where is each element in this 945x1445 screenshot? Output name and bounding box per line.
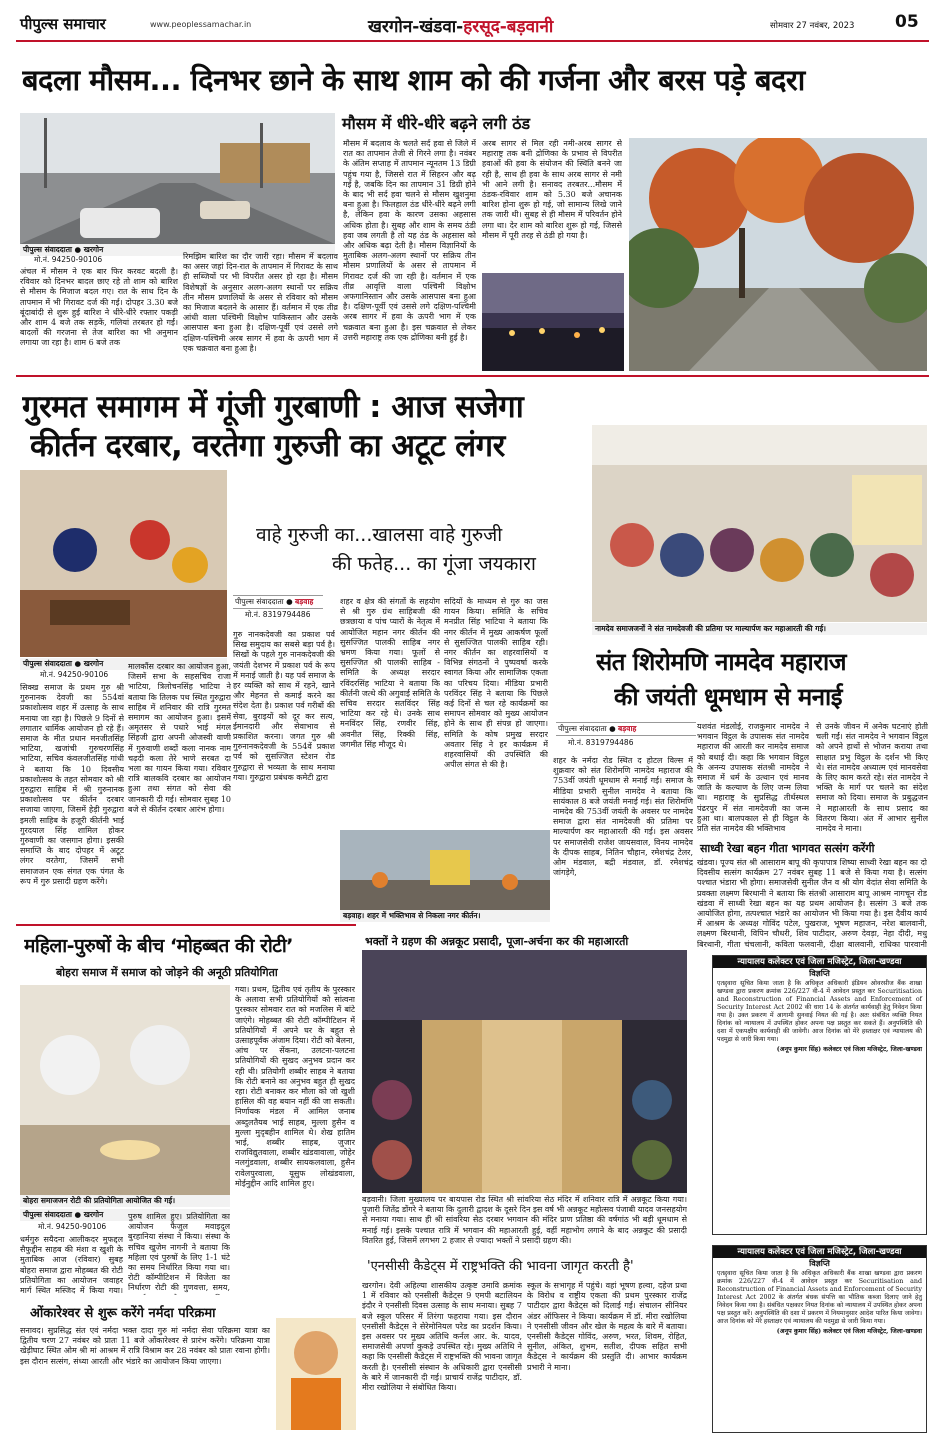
byline-place: खरगोन (83, 1210, 104, 1219)
namdev-col1: शहर के नर्मदा रोड स्थित द होटल विल्स में शुक्रवार को संत शिरोमणि नामदेव महाराज की 753वीं जयंती धूमधाम से मनाई गई। समाज के मीडिया प्रभारी सुनील नामदेव ने बताया कि सायंकाल 8 बजे जयंती मनाई गई। संत शिरोमणि नामदेव की 753वीं जयंती के अवसर पर नामदेव समाज द्वारा संत नामदेवजी की प्रतिमा पर माल्यार्पण कर महाआरती की गई। इस अवसर पर समाजसेवी राजेश जायसवाल, विनय नामदेव के दीपक साहब, नितिन चौहान, रमेशचंद्र टेलर, ओम मंडवाल, बद्री मंडवाल, डॉ. रमेशचंद्र जांगड़ेगे, (553, 756, 693, 878)
roti-photo-caption: बोहरा समाजजन रोटी की प्रतियोगिता आयोजित की गई। (20, 1195, 230, 1207)
namdev-mobile: मो.नं. 8319794486 (568, 738, 634, 747)
namdev-col2: यशवंत मंडलोई, राजकुमार नामदेव ने भगवान विट्ठल के उपासक संत नामदेव महाराज की आरती कर नामदेव समाज को बधाई दी। कहा कि भगवान विट्ठल के अनन्य उपासक संतश्री नामदेव ने समाज में धर्म के उत्थान एवं मानव जाति के कल्याण के लिए जन्म लिया था। महाराष्ट्र के सुप्रसिद्ध तीर्थस्थल पंढरपुर में संत नामदेवजी का जन्म हुआ था। बालपकाल से ही विट्ठल के प्रति संत नामदेव की भक्तिभाव (697, 722, 809, 834)
byline-name: पीपुल्स संवाददाता (558, 724, 607, 733)
gurmat-photo-procession (340, 830, 550, 910)
weather-headline: बदला मौसम... दिनभर छाने के साथ शाम को की गर्जना और बरस पड़े बदरा (22, 63, 805, 97)
weather-photo-caption: पीपुल्स संवाददाता ● खरगोन (20, 244, 335, 256)
weather-bottom-rule (16, 375, 929, 377)
rule-mid-left (16, 924, 356, 926)
byline-place: बड़वाह (618, 724, 637, 733)
gurmat-subheadline-line1: वाहे गुरुजी का...खालसा वाहे गुरुजी (256, 524, 503, 546)
weather-photo-tree (629, 138, 927, 371)
gurmat-headline-line1: गुरमत समागम में गूंजी गुरबाणी : आज सजेगा (22, 389, 524, 425)
roti-col1: धर्मगुरु सयैदना आलीकदर मुफद्दल सैफुद्दीन साहब की मंशा व खुशी के मुताबिक आज (रविवार) सुबह बोहरा समाज द्वारा मोहब्बत की रोटी प्रतियोगिता का आयोजन जवाहर मार्ग स्थित मस्जिद में किया गया। (20, 1235, 123, 1295)
gurmat-col1: सिक्ख समाज के प्रथम गुरु श्री गुरुनानक देवजी का 554वां प्रकाशोत्सव शहर में उत्साह के साथ मनाया जा रहा है। पिछले 9 दिनों से लगातार धार्मिक आयोजन हो रहे हैं। समाज के मीत प्रधान मनजीतसिंह भाटिया, खजांची गुरुचरणसिंह भाटिया, सचिव कंवलजीतसिंह गांधी ने बताया कि 10 दिवसीय प्रकाशोत्सव के तहत सोमवार को श्री गुरुद्वारा साहिब में श्री गुरुनानक प्रकाशोत्सव पर कीर्तन दरबार सजाया जाएगा, जिसमें हेड़ी गुरुद्वारा इमली साहिब के हजूरी कीर्तनी भाई गुरदयाल सिंह शामिल होकर गुरुवाणी का जसगान होगा। इसकी समाप्ति के बाद दोपहर में अटूट लंगर वरतेगा, जिसमें सभी समाजजन एक संगत एक पंगत के रूप में गुरु प्रसादी ग्रहण करेंगे। (20, 683, 124, 886)
namdev-photo-caption: नामदेव समाजजनों ने संत नामदेवजी की प्रतिमा पर माल्यार्पण कर महाआरती की गई। (592, 623, 927, 635)
masthead (0, 0, 945, 44)
court-notice-1 (712, 955, 927, 1235)
ncc-col1: खरगोन। देवी अहिल्या शासकीय उत्कृष्ट उमावि क्रमांक 1 में रविवार को एनसीसी कैडेट्स 9 एमपी बटालियन इंदौर ने एनसीसी दिवस उत्साह के साथ मनाया। सुबह 7 बजे स्कूल परिसर में तिरंगा फहराया गया। इस दौरान एनसीसी कैडेट्स ने सेरेमोनियल परेड का प्रदर्शन किया। इस अवसर पर मुख्य अतिथि कर्नल आर. के. यादव, समाजसेवी अपर्णा कुकड़े उपस्थित रहे। मुख्य अतिथि ने कहा कि एनसीसी कैडेट्स में राष्ट्रभक्ति की भावना जागृत करती है। एनसीसी संस्थान के अधिकारी द्वारा एनसीसी के बारे में जानकारी दी गई। प्राचार्य राजेंद्र पाटीदार, डॉ. मीरा रखोलिया ने संबोधित किया। (362, 1281, 522, 1393)
weather-mobile: मो.नं. 94250-90106 (34, 255, 103, 264)
weather-photo-dusk (482, 273, 624, 371)
gurmat-photo-caption: पीपुल्स संवाददाता ● खरगोन (20, 658, 227, 670)
court-notice-2 (712, 1245, 927, 1433)
parikrama-photo (276, 1318, 356, 1430)
roti-headline: महिला-पुरुषों के बीच ‘मोहब्बत की रोटी’ (24, 935, 293, 957)
notice-subtitle: विज्ञप्ति (809, 1259, 830, 1268)
roti-byline: पीपुल्स संवाददाता ● खरगोन (20, 1209, 230, 1221)
parikrama-headline: ओंकारेश्वर से शुरू करेंगे नर्मदा परिक्रमा (30, 1306, 216, 1321)
notice-signature: (अनूप कुमार सिंह) कलेक्टर एवं जिला मजिस्ट्रेट, जिला-खण्डवा (776, 1046, 922, 1053)
namdev-photo (592, 425, 927, 622)
issue-date: सोमवार 27 नवंबर, 2023 (770, 21, 855, 31)
sadhvi-body: खंडवा। पूज्य संत श्री आसाराम बापू की कृपापात्र शिष्या साध्वी रेखा बहन का दो दिवसीय सत्संग कार्यक्रम 27 नवंबर सुबह 11 बजे से किया गया है। सत्संग पश्चात भंडारा भी होगा। समाजसेवी सुनील जैन व श्री योग वेदांत सेवा समिति के प्रवक्ता लक्ष्मण बिरथानी ने बताया कि संतश्री आसाराम बापू आश्रम नागचून रोड खंडवा में साध्वी रेखा बहन का यह प्रथम आयोजन है। सत्संग 3 बजे तक आयोजित होगा, तत्पश्चात भंडारे का आयोजन भी किया गया है। इस दैवीय कार्य में आश्रम के अध्यक्ष गोविंद पटेल, पुखराज, भूषण महाजन, नरेश बालवानी, लक्ष्मण बिरथानी, विपिन चौधरी, शिव पाटीदार, अरुण देवड़ा, नेहा दीदी, मधु बिरथानी, गीता चंचलानी, कविता फलवानी, दीक्षा बालवानी, राधिका पारवानी (697, 858, 927, 949)
notice-title: न्यायालय कलेक्टर एवं जिला मजिस्ट्रेट, जिला-खण्डवा (713, 1246, 926, 1258)
parikrama-body: सनावद। सुप्रसिद्ध संत एवं नर्मदा भक्त दादा गुरु मां नर्मदा सेवा परिक्रमा यात्रा का द्वितीय चरण 27 नवंबर को प्रातः 11 बजे ओंकारेश्वर से प्रारंभ करेंगे। परिक्रमा यात्रा खेड़ीघाट स्थित ओम श्री मां आश्रम में रात्रि विश्राम कर 28 नवंबर को प्रातः रवाना होगी। इस दौरान सत्संग, संध्या आरती और भंडारे का आयोजन किया जाएगा। (20, 1326, 270, 1366)
weather-col3: मौसम में बदलाव के चलते सर्द हवा से जिले में रात का तापमान तेजी से गिरने लगा है। नवंबर के अंतिम सप्ताह में तापमान न्यूनतम 13 डिग्री पहुंच गया है, जिससे रात में सिहरन और बढ़ गई है, जबकि दिन का तापमान 31 डिग्री होने के बाद भी सर्द हवा चलने से मौसम खुशनुमा बना हुआ है। फिलहाल ठंड धीरे-धीरे बढ़ने लगी है, लेकिन हवा के कारण उसका अहसास अधिक होता है। सुबह और शाम के समय ठंडी हवा जब लगती है तो यह ठंड के अहसास को और अधिक बढ़ा देती है। मौसम विज्ञानियों के मुताबिक अलग-अलग स्थानों पर सक्रिय तीन मौसम प्रणालियों के असर से तापमान में गिरावट दर्ज की जा रही है। वर्तमान में एक तीव्र आवृत्ति वाला पश्चिमी विक्षोभ अफगानिस्तान और उसके आसपास बना हुआ है। दक्षिण-पूर्वी एवं उससे लगे दक्षिण-पश्चिमी अरब सागर में हवा के ऊपरी भाग में एक चक्रवात बना हुआ है। इस चक्रवात से लेकर उत्तरी महाराष्ट्र तक एक द्रोणिका बनी हुई है। (343, 139, 476, 342)
annakoot-caption: बड़वानी। जिला मुख्यालय पर बायपास रोड स्थित श्री सांवरिया सेठ मंदिर में शनिवार रात्रि में अन्नकूट किया गया। पुजारी जितेंद्र डोंगरे ने बताया कि दुलारी द्वादश के दूसरे दिन इस वर्ष भी अन्नकूट महोत्सव पंजाबी यादव जनसहयोग से मनाया गया। साथ ही श्री सांवरिया सेठ दरबार भगवान की मंदिर प्राण प्रतिष्ठा की वर्षगांठ भी बड़ी धूमधाम से मनाई गई। इसके पश्चात रात्रि में भगवान की महाआरती हुई, वहीं महाभोग लगाने के बाद अन्नकूट की प्रसादी वितरित हुई, जिसमें लगभग 2 हजार से ज्यादा भक्तों ने प्रसादी ग्रहण की। (362, 1195, 687, 1245)
namdev-headline-line1: संत शिरोमणि नामदेव महाराज (596, 648, 847, 676)
notice-body: एतद्द्वारा सूचित किया जाता है कि अधिकृत अधिकारी इंडियन ओवरसीज बैंक शाखा खण्डवा द्वारा प्रकरण क्रमांक 226/227 वी-4 में आवेदन प्रस्तुत कर Securitisation and Reconstruction of Financial Assets and Enforcement of Security Interest Act 2002 की धारा 14 के अंतर्गत कार्यवाही हेतु निवेदन किया गया है। उक्त प्रकरण में आगामी सुनवाई नियत की गई है। अतः संबंधित व्यक्ति नियत दिनांक को न्यायालय में उपस्थित होकर अपना पक्ष प्रस्तुत कर सकते हैं। अनुपस्थिति की दशा में एकपक्षीय कार्यवाही की जावेगी। आज दिनांक को मेरे हस्ताक्षर एवं न्यायालय की पदमुद्रा से जारी किया गया। (717, 980, 922, 1043)
masthead-rule (16, 40, 929, 42)
notice-signature: (अनूप कुमार सिंह) कलेक्टर एवं जिला मजिस्ट्रेट, जिला-खण्डवा (776, 1328, 922, 1335)
ncc-col2: स्कूल के सभागृह में पहुंचे। वहां भूषण हल्वा, दहेज प्रथा के विरोध व राष्ट्रीय एकता की प्रथम पुरस्कार राजेंद्र पाटीदार द्वारा कैडेट्स को दिलाई गई। संचालन सीनियर अंडर ऑफिसर ने किया। कार्यक्रम में डॉ. मीरा रखोलिया ने एनसीसी जीवन और खेल के महत्व के बारे में बताया। एनसीसी कैडेट्स गोविंद, अरुण, भरत, शिवम, रोहित, सुनील, अंकित, शुभम, सतीश, दीपक सहित सभी कैडेट्स ने कार्यक्रम की प्रस्तुति दी। आभार कार्यक्रम प्रभारी ने माना। (527, 1281, 687, 1372)
section-title (368, 14, 553, 37)
roti-col2: पुरुष शामिल हुए। प्रतियोगिता का आयोजन फैजुल मवाइदुल बुरहानिया संस्था ने किया। संस्था के सचिव खुजेम नागनी ने बताया कि महिला एवं पुरुषों के लिए 1-1 घंटे का समय निर्धारित किया गया था। रोटी कॉम्पीटिशन में विजेता का निर्धारण रोटी की गुणवत्ता, समय, (128, 1212, 230, 1293)
byline-place: खरगोन (83, 245, 104, 254)
roti-subheadline: बोहरा समाज में समाज को जोड़ने की अनूठी प्रतियोगिता (56, 966, 278, 979)
namdev-headline-line2: की जयंती धूमधाम से मनाई (614, 683, 843, 711)
website: www.peoplessamachar.in (150, 20, 252, 29)
roti-col3: गया। प्रथम, द्वितीय एवं तृतीय के पुरस्कार के अलावा सभी प्रतियोगियों को सांत्वना पुरस्कार सोमवार रात को मजलिस में बांटे जाएंगे। मोहब्बत की रोटी कॉम्पीटिशन में प्रतियोगियों में अपने घर के बहुत से उत्साहपूर्वक अंजाम दिया। रोटी को बेलना, आंच पर सेंकना, उलटना-पलटना प्रतियोगियों की सुखद अनुभव प्रदान कर रही थी। प्रतियोगी शब्बीर साहब ने बताया कि रोटी बनाने का अनुभव बहुत ही सुखद रहा। रोटी बनाकर कर मौला को जो खुशी हासिल की वह बयान नहीं की जा सकती। निर्णायक मंडल में आमिल जनाब अब्दुलतैयब भाई साहब, मुल्ला हुसैन व मुल्ला मुदृबहीन शामिल थे। शेख हातिम भाई, शब्बीर साहब, जुजार राजविद्युतवाला, शब्बीर खंडवावाला, जोहेर नलगुंडवाला, शब्बीर सायकलवाला, हुसैन रावेलपुरवाला, यूसुफ लोखंडवाला, मोईनुद्दीन आदि शामिल हुए। (235, 985, 355, 1188)
section-title-red: हरसूद-बड़वानी (463, 17, 554, 37)
gurmat-col5: सदियों के माध्यम से गुरु का जस गायन किया। समिति के सचिव मनप्रीत सिंह भाटिया ने बताया कि नगर कीर्तन में मुख्य आकर्षण फूलों से सुसज्जित पालकी साहिब रही। नगर कीर्तन का शहरवासियों व विभिन्न संगठनों ने पुष्पवर्षा करके स्वागत किया और सामाजिक एकता का परिचय दिया। मीडिया प्रभारी परविंदर सिंह ने बताया कि पिछले कई दिनों से चल रहे कार्यक्रमों का समापन सोमवार को मुख्य आयोजन होने के साथ ही संपन्न हो जाएगा। समिति के कोष प्रमुख सरदार अवतार सिंह ने हर कार्यक्रम में शहरवासियों की उपस्थिति की अपील संगत से की है। (444, 597, 548, 770)
gurmat-photo-kirtan (20, 470, 227, 657)
weather-col4: अरब सागर से मिल रही नमी-अरब सागर से महाराष्ट्र तक बनी द्रोणिका के प्रभाव से विपरीत हवाओं की हवा के संयोजन की स्थिति बनने जा रही है, साथ ही हवा के साथ अरब सागर से नमी भी आने लगी है। सनावद तरबतर...मौसम में ठंडक-रविवार शाम को 5.30 बजे अचानक बारिश होना शुरू हो गई, जो सामान्य लिखे जाने तक जारी थी। सुबह से ही मौसम में परिवर्तन होने लगा था। देर शाम को बारिश शुरू हो गई, जिससे मौसम में पूरी तरह से ठंडी हो गया है। (482, 139, 622, 240)
byline-name: पीपुल्स संवाददाता (23, 1210, 72, 1219)
gurmat-col3: गुरु नानकदेवजी का प्रकाश पर्व सिख समुदाय का सबसे बड़ा पर्व है। सिखों के पहले गुरु नानकदेवजी की जयंती देशभर में प्रकाश पर्व के रूप में मनाई जाती है। यह पर्व समाज के हर व्यक्ति को साथ में रहने, खाने और मेहनत से कमाई करने का संदेश देता है। प्रकाश पर्व गरीबों की सेवा, बुराइयों को दूर कर सत्य, ईमानदारी और सेवाभाव से प्रकाशित करना। जगत गुरु श्री गुरुनानकदेवजी के 554वें प्रकाश पर्व को सुसज्जित स्टेशन रोड गुरुद्वारा से भव्यता के साथ मनाया गया। गुरुद्वारा प्रबंधक कमेटी द्वारा (233, 630, 335, 782)
gurmat-mobile-mid: मो.नं. 8319794486 (245, 610, 311, 619)
byline-place: खरगोन (83, 659, 104, 668)
weather-subheadline: मौसम में धीरे-धीरे बढ़ने लगी ठंड (342, 114, 531, 133)
gurmat-mobile-left: मो.नं. 94250-90106 (40, 670, 109, 679)
byline-name: पीपुल्स संवाददाता (23, 245, 72, 254)
sadhvi-headline: साध्वी रेखा बहन गीता भागवत सत्संग करेंगी (700, 842, 875, 855)
namdev-byline: पीपुल्स संवाददाता ● बड़वाह (556, 722, 696, 736)
namdev-col3: से उनके जीवन में अनेक घटनाएं होती चली गईं। संत नामदेव ने भगवान विट्ठल को अपने हाथों से भोजन कराया तथा साक्षात प्रभु विट्ठल के दर्शन भी किए थे। संत नामदेव अध्यात्म एवं मानवसेवा के लिए काम करते रहे। संत नामदेव ने भक्ति के मार्ग पर चलने का संदेश समाज को दिया। समाज के प्रबुद्धजन ने महाआरती के साथ प्रसाद का वितरण किया। अंत में आभार सुनील नामदेव ने माना। (816, 722, 928, 834)
byline-place: बड़वाह (295, 597, 314, 606)
notice-title: न्यायालय कलेक्टर एवं जिला मजिस्ट्रेट, जिला-खण्डवा (713, 956, 926, 968)
roti-mobile: मो.नं. 94250-90106 (38, 1222, 107, 1231)
notice-subtitle: विज्ञप्ति (809, 969, 830, 978)
roti-photo (20, 985, 230, 1195)
gurmat-headline-line2: कीर्तन दरबार, वरतेगा गुरुजी का अटूट लंगर (30, 428, 505, 464)
gurmat-col4: शहर व क्षेत्र की संगतों के सहयोग से श्री गुरु ग्रंथ साहिबजी की छत्रछाया व पांच प्यारों के नेतृत्व में आयोजित महान नगर कीर्तन की सुसज्जित पालकी साहिब नगर भ्रमण किया गया। फूलों से सुसज्जित श्री पालकी साहिब - समिति के अध्यक्ष सरदार रविंदरसिंह भाटिया ने बताया कि कीर्तनी जत्थे की अगुवाई समिति के सचिव सरदार सतविंदर सिंह भाटिया कर रहे थे। उनके साथ मनविंदर सिंह, रणवीर सिंह, अवनीत सिंह, रिक्की सिंह, जगमीत सिंह मौजूद थे। (340, 597, 440, 749)
weather-col1: अंचल में मौसम ने एक बार फिर करवट बदली है। रविवार को दिनभर बादल छाए रहे तो शाम को बारिश से मौसम के मिजाज बदल गए। रात के साथ दिन के तापमान में भी गिरावट दर्ज की गई। दोपहर 3.30 बजे बूंदाबांदी से शुरू हुई बारिश ने धीरे-धीरे रफ्तार पकड़ी और शाम 4 बजे तक सड़कें, गलियां तरबतर हो गईं। बादलों की गरजना से तेज बारिश का भी अनुमान लगाया जा रहा है। शाम 6 बजे तक (20, 267, 178, 348)
gurmat-procession-caption: बड़वाह। शहर में भक्तिभाव से निकला नगर कीर्तन। (340, 910, 550, 922)
byline-name: पीपुल्स संवाददाता (235, 597, 284, 606)
annakoot-photo (362, 950, 687, 1193)
notice-body: एतद्द्वारा सूचित किया जाता है कि अधिकृत अधिकारी बैंक शाखा खण्डवा द्वारा प्रकरण क्रमांक 226/227 वी-4 में आवेदन प्रस्तुत कर Securitisation and Reconstruction of Financial Assets and Enforcement of Security Interest Act 2002 के अंतर्गत बंधक संपत्ति का भौतिक कब्जा दिलाए जाने हेतु निवेदन किया गया है। संबंधित पक्षकार नियत दिनांक को न्यायालय में उपस्थित होकर अपना पक्ष प्रस्तुत करें। अनुपस्थिति की दशा में प्रकरण में नियमानुसार आदेश पारित किया जावेगा। आज दिनांक को मेरे हस्ताक्षर एवं न्यायालय की पदमुद्रा से जारी किया गया। (717, 1270, 922, 1325)
gurmat-col2: मालकौंस दरबार का आयोजन हुआ, जिसमें सभा के सहसचिव राजा भाटिया, त्रिलोचनसिंह भाटिया ने बताया कि तिलक पथ स्थित गुरुद्वारा साहिब में शनिवार की रात्रि गुरमत समागम का आयोजन हुआ। इसमें अमृतसर से पधारे भाई मंगल सिंहजी द्वारा अपनी ओजस्वी वाणी में गुरुवाणी शब्दों कला नानक नाम चढ़दी कला तेरे भाणे सरबत दा भला का गायन किया गया। रविवार रात्रि बालकवि दरबार का आयोजन हुआ तथा संगत को सेवा की जानकारी दी गई। सोमवार सुबह 10 बजे से कीर्तन दरबार आरंभ होगा। (128, 662, 231, 814)
weather-col2: रिमझिम बारिश का दौर जारी रहा। मौसम में बदलाव का असर जहां दिन-रात के तापमान में गिरावट के साथ ही सब्जियों पर भी विपरीत असर हो रहा है। मौसम विशेषज्ञों के अनुसार अलग-अलग स्थानों पर सक्रिय तीन मौसम प्रणालियों के असर से रविवार को मौसम का मिजाज बदलने के आसार हैं। वर्तमान में एक तीव्र आंधी वाला पश्चिमी विक्षोभ पाकिस्तान और उसके आसपास बना हुआ है। दक्षिण-पूर्वी एवं उससे लगे दक्षिण-पश्चिमी अरब सागर में हवा के ऊपरी भाग में एक चक्रवात बना हुआ है। (183, 252, 338, 353)
section-title-black: खरगोन-खंडवा- (368, 17, 464, 37)
gurmat-subheadline-line2: की फतेह... का गूंजा जयकारा (332, 553, 536, 575)
logo: पीपुल्स समाचार (20, 15, 106, 33)
gurmat-byline-mid: पीपुल्स संवाददाता ● बड़वाह (233, 595, 323, 609)
weather-photo-road (20, 113, 335, 244)
annakoot-headline: भक्तों ने ग्रहण की अन्नकूट प्रसादी, पूजा-अर्चना कर की महाआरती (365, 935, 629, 948)
byline-name: पीपुल्स संवाददाता (23, 659, 72, 668)
ncc-headline: 'एनसीसी कैडेट्स में राष्ट्रभक्ति की भावना जागृत करती है' (367, 1259, 634, 1274)
page-number: 05 (895, 12, 919, 32)
